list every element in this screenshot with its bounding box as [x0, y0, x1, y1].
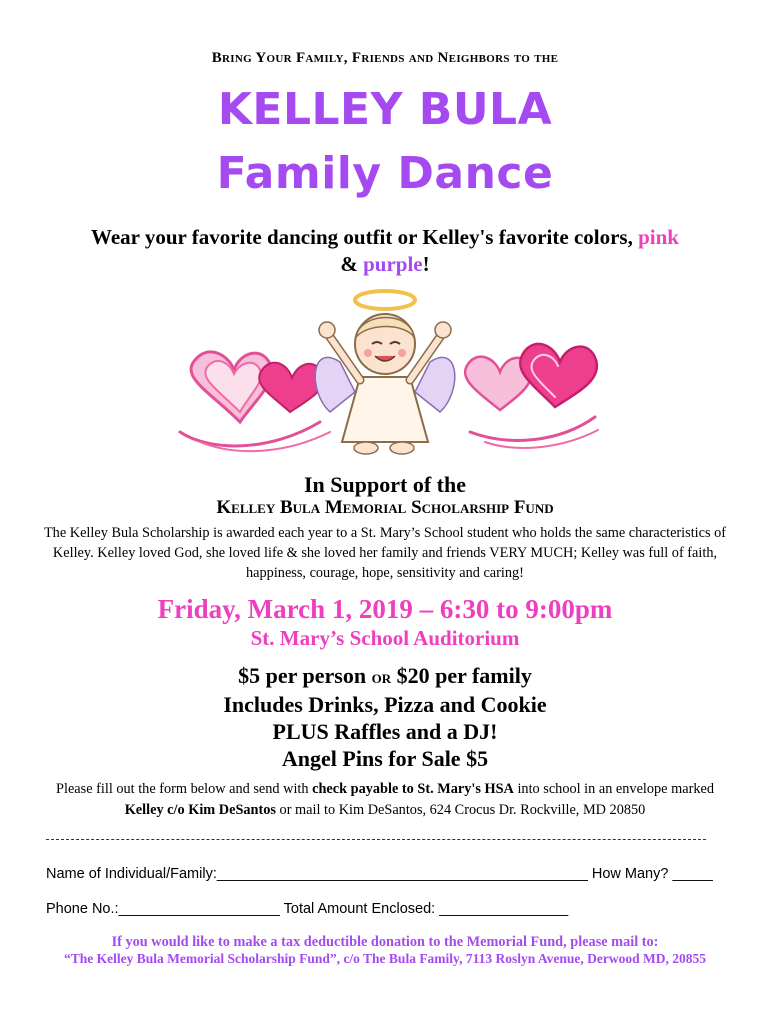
dress-code-amp: &	[340, 252, 364, 276]
donation-address: “The Kelley Bula Memorial Scholarship Fund”, c/o The Bula Family, 7113 Roslyn Avenue, Derwood MD, 20855	[64, 951, 706, 966]
clipart	[170, 282, 600, 474]
instr-envelope-marking: Kelley c/o Kim DeSantos	[124, 802, 276, 818]
pricing-block	[0, 662, 770, 772]
angel-icon	[315, 291, 455, 454]
phone-field[interactable]: ____________________	[118, 901, 280, 917]
mail-instructions	[40, 779, 730, 821]
name-label: Name of Individual/Family:	[46, 866, 217, 882]
color-purple: purple	[363, 252, 423, 276]
event-date: Friday, March 1, 2019 – 6:30 to 9:00pm	[157, 594, 613, 624]
dress-code-end: !	[422, 252, 430, 276]
event-venue: St. Mary’s School Auditorium	[250, 626, 520, 650]
donation-note: If you would like to make a tax deductible donation to the Memorial Fund, please mail to:	[111, 934, 659, 950]
price-or: or	[371, 667, 392, 687]
dress-code-text: Wear your favorite dancing outfit or Kelley's favorite colors,	[91, 225, 639, 249]
name-field[interactable]: ______________________________________________	[216, 866, 588, 882]
fund-name: Kelley Bula Memorial Scholarship Fund	[216, 497, 554, 518]
instr-address: or mail to Kim DeSantos, 624 Crocus Dr. Rockville, MD 20850	[275, 802, 646, 818]
event-subtitle: Family Dance	[216, 148, 554, 199]
support-heading: In Support of the	[304, 472, 466, 497]
form-row-name	[46, 866, 713, 882]
dress-code	[0, 224, 770, 278]
instr-text: into school in an envelope marked	[513, 781, 714, 797]
how-many-label: How Many?	[587, 866, 673, 882]
price-person: $5 per person	[238, 663, 372, 688]
scholarship-description: The Kelley Bula Scholarship is awarded each year to a St. Mary’s School student who holds the same characteristics of Kelley. Kelley loved God, she loved life & she loved her family and friends VERY MUCH; Kelley was full of faith, happiness, courage, hope, sensitivity and caring!	[43, 525, 727, 581]
total-field[interactable]: ________________	[439, 901, 569, 917]
phone-label: Phone No.:	[46, 901, 119, 917]
extras-line: PLUS Raffles and a DJ!	[272, 719, 498, 744]
price-family: $20 per family	[391, 663, 532, 688]
instr-text: Please fill out the form below and send with	[56, 781, 313, 797]
pins-line: Angel Pins for Sale $5	[281, 746, 489, 771]
cut-line	[46, 839, 706, 840]
form-row-phone	[46, 901, 568, 917]
color-pink: pink	[638, 225, 679, 249]
hearts-icon	[180, 352, 330, 451]
hearts-icon	[465, 344, 598, 448]
instr-check-payable: check payable to St. Mary's HSA	[312, 781, 514, 797]
includes-line: Includes Drinks, Pizza and Cookie	[223, 692, 547, 717]
tagline: Bring Your Family, Friends and Neighbors to the	[211, 50, 559, 66]
price-line	[0, 662, 770, 691]
how-many-field[interactable]: _____	[672, 866, 713, 882]
event-title: KELLEY BULA	[217, 84, 553, 135]
total-label: Total Amount Enclosed:	[279, 901, 440, 917]
